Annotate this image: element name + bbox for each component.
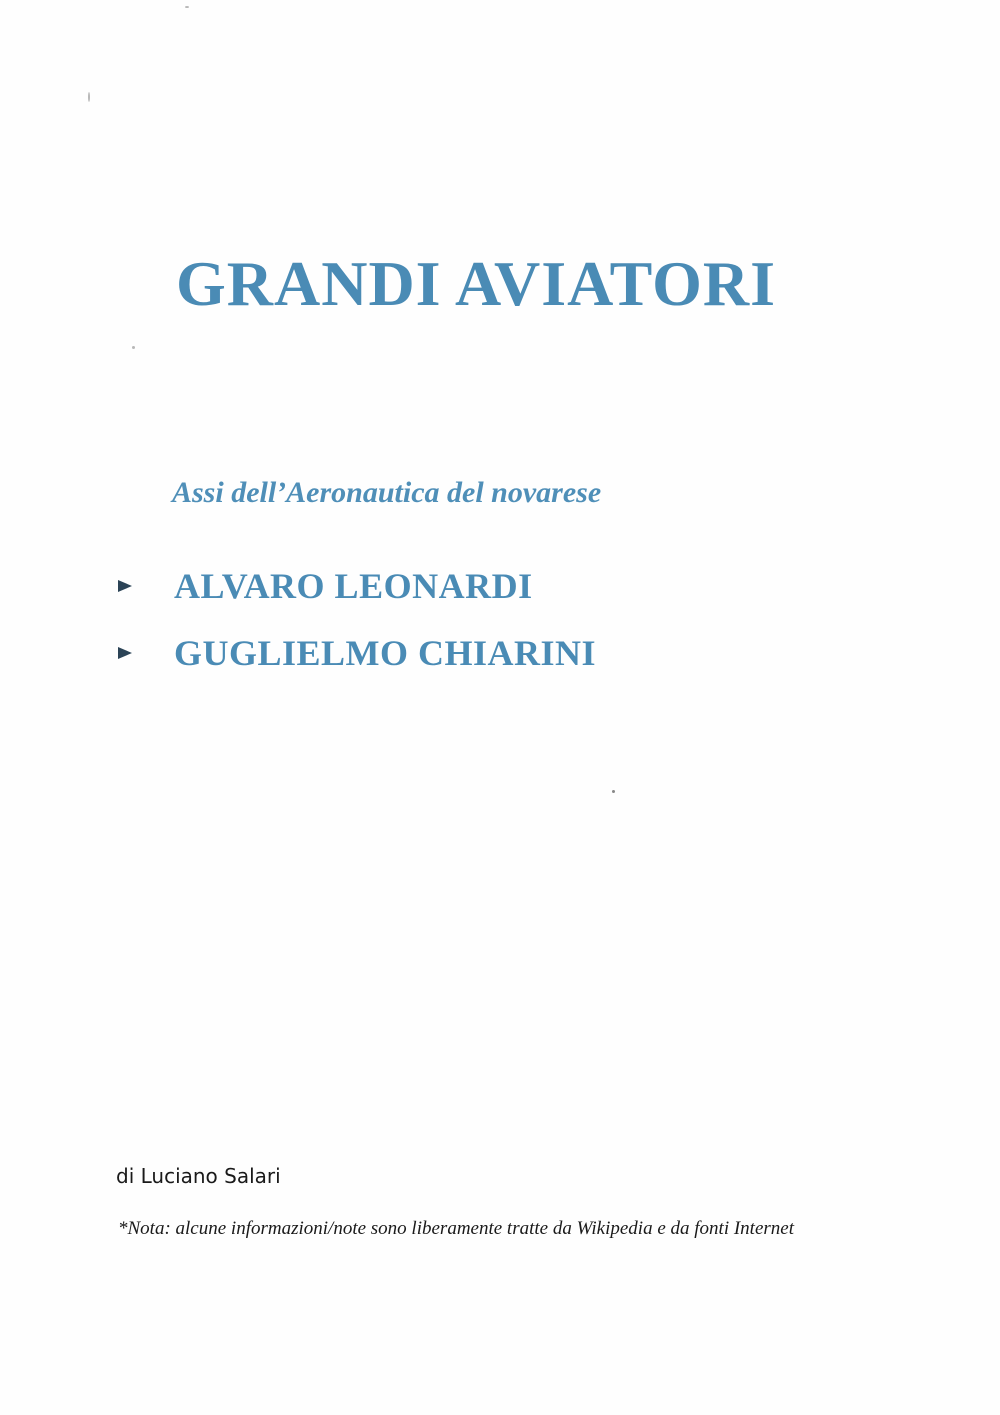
document-subtitle: Assi dell’Aeronautica del novarese — [172, 476, 602, 509]
scan-speck — [132, 346, 135, 349]
scan-speck — [612, 790, 615, 793]
aviator-list-item — [118, 633, 596, 673]
aviator-name: ALVARO LEONARDI — [174, 566, 533, 606]
author-line: di Luciano Salari — [116, 1164, 281, 1188]
aviator-name: GUGLIELMO CHIARINI — [174, 633, 597, 673]
triangle-bullet-icon — [118, 566, 174, 606]
aviator-list-item — [118, 566, 596, 606]
scan-speck — [88, 92, 90, 102]
aviator-list — [118, 566, 596, 700]
document-title: GRANDI AVIATORI — [176, 248, 777, 319]
triangle-bullet-icon — [118, 633, 174, 673]
scan-speck — [185, 6, 189, 8]
source-note: *Nota: alcune informazioni/note sono liberamente tratte da Wikipedia e da fonti Internet — [118, 1218, 794, 1239]
